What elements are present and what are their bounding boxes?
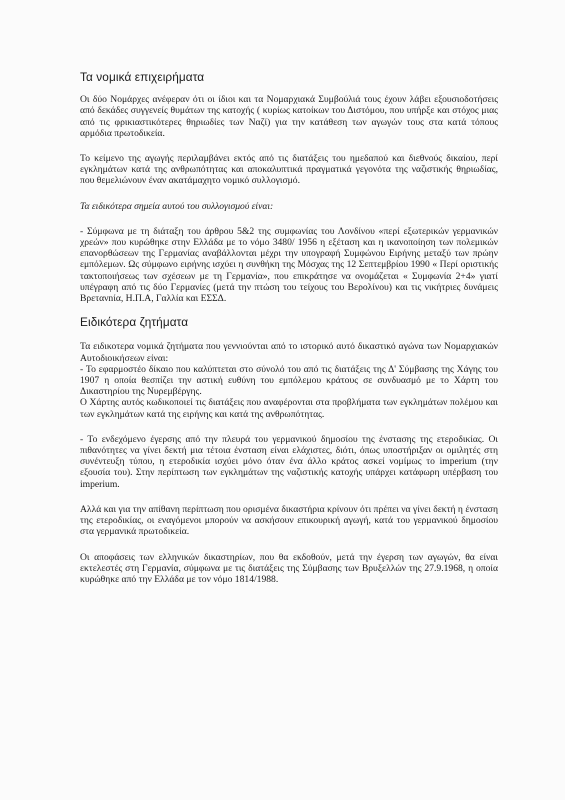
- paragraph-key-points-intro: Τα ειδικότερα σημεία αυτού του συλλογισμού είναι:: [80, 200, 274, 212]
- paragraph-auxiliary-lawsuit: Αλλά και για την απίθανη περίπτωση που ορισμένα δικαστήρια κρίνουν ότι πρέπει να γίνει δεκτή η ένσταση της ετεροδικίας, οι εναγόμενοι μπορούν να ασκήσουν επικουρική αγωγή, κατά του γερμανικού δημοσίου στα γερμανικά πρωτοδικεία.: [80, 503, 498, 538]
- paragraph-lawsuit-text: Το κείμενο της αγωγής περιλαμβάνει εκτός από τις διατάξεις του ημεδαπού και διεθνούς δικαίου, περί εγκλημάτων κατά της ανθρωπότητας και αποκαλυπτικά πραγματικά γεγονότα της ναζιστικής θηριωδίας, που θεμελιώνουν έναν ακατάμαχητο νομικό συλλογισμό.: [80, 153, 498, 187]
- paragraph-london-agreement: - Σύμφωνα με τη διάταξη του άρθρου 5&2 της συμφωνίας του Λονδίνου «περί εξωτερικών γερμανικών χρεών» που κυρώθηκε στην Ελλάδα με το νόμο 3480/ 1956 η εξέταση και η ικανοποίηση των πολεμικών επανορθώσεων της Γερμανίας αναβάλλονται μέχρι την υπογραφή Συμφώνου Ειρήνης μεταξύ των πρώην εμπόλεμων. Ως σύμφωνο ειρήνης ισχύει η συνθήκη της Μόσχας της 12 Σεπτεμβρίου 1990 « Περί οριστικής τακτοποιήσεως των σχέσεων με τη Γερμανία», που επικράτησε να ονομάζεται « Συμφωνία 2+4» γιατί υπέγραφη από τις δύο Γερμανίες (μετά την πτώση του τείχους του Βερολίνου) και τις νικήτριες δυνάμεις Βρετανnία, Η.Π.Α, Γαλλία και ΕΣΣΔ.: [80, 225, 498, 305]
- paragraph-charter: Ο Χάρτης αυτός κωδικοποιεί τις διατάξεις που αναφέρονται στα προβλήματα των εγκλημάτων πολέμου και των εγκλημάτων κατά της ειρήνης και κατά της ανθρωπότητας.: [80, 397, 498, 420]
- paragraph-immunity-objection: - Το ενδεχόμενο έγερσης από την πλευρά του γερμανικού δημοσίου της ένστασης της ετεροδικίας. Οι πιθανότητες να γίνει δεκτή μια τέτοια ένσταση είναι ελάχιστες, διότι, όπως υποστήριξαν οι ομιλητές στη συνέντευξη τύπου, η ετεροδικία ισχύει μόνο όταν ένα άλλο κράτος ασκεί νομίμως το imperium (την εξουσία του). Στην περίπτωση των εγκλημάτων της ναζιστικής κατοχής υπάρχει κατάφωρη υπέρβαση του imperium.: [80, 433, 498, 490]
- section-heading-specific-issues: Ειδικότερα ζητήματα: [80, 315, 189, 330]
- paragraph-applicable-law: - Το εφαρμοστέο δίκαιο που καλύπτεται στο σύνολό του από τις διατάξεις της Δ' Σύμβασης της Χάγης του 1907 η οποία θεσπίζει την αστική ευθύνη του εμπόλεμου κράτους σε συνδυασμό με το Χάρτη του Δικαστηρίου της Νυρεμβέργης.: [80, 363, 498, 398]
- paragraph-enforcement: Οι αποφάσεις των ελληνικών δικαστηρίων, που θα εκδοθούν, μετά την έγερση των αγωγών, θα είναι εκτελεστές στη Γερμανία, σύμφωνα με τις διατάξεις της Σύμβασης των Βρυξελλών της 27.9.1968, η οποία κυρώθηκε από την Ελλάδα με τον νόμο 1814/1988.: [80, 551, 498, 585]
- paragraph-issues-intro: Τα ειδικοτερα νομικά ζητήματα που γεννιούνται από το ιστορικό αυτό δικαστικό αγώνα των Νομαρχιακών Αυτοδιοικήσεων είναι:: [80, 341, 498, 364]
- paragraph-prefects: Οι δύο Νομάρχες ανέφεραν ότι οι ίδιοι και τα Νομαρχιακά Συμβούλιά τους έχουν λάβει εξουσιοδοτήσεις από δεκάδες συγγενείς θυμάτων της κατοχής ( κυρίως κατοίκων του Διστόμου, που υπήρξε και στόχος μιας από τις φρικιαστικότερες θηριωδίες των Ναζί) για την κατάθεση των αγωγών τους στα κατά τόπους αρμόδια πρωτοδικεία.: [80, 94, 498, 139]
- document-body: [80, 72, 498, 585]
- section-heading-legal-arguments: Τα νομικά επιχειρήματα: [80, 70, 205, 84]
